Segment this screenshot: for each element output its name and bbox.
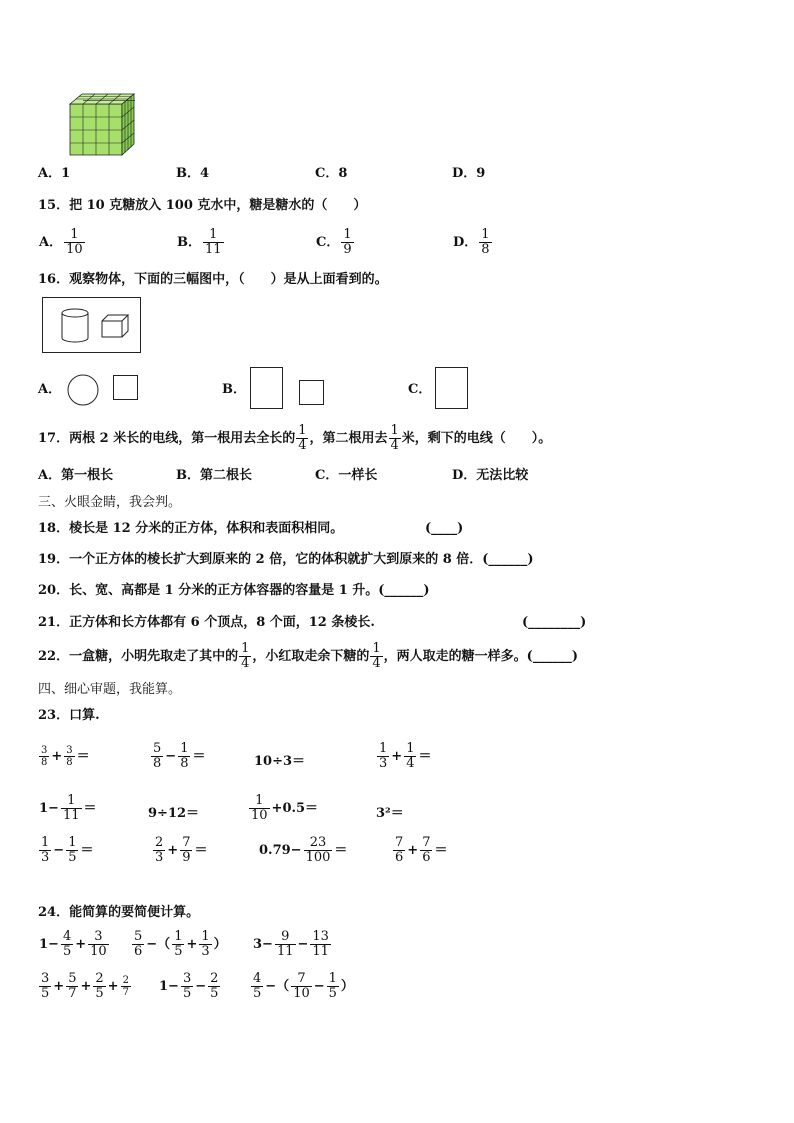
q24-expression: $\frac{3}{5}$ + $\frac{5}{7}$ + $\frac{2}{5}$ + $\frac{2}{7}$ [41,971,129,1001]
q21-answer-blank[interactable]: (________) [522,615,587,630]
q18-answer-blank[interactable]: (____) [425,521,464,536]
q24-title: 24．能简算的要简便计算。 [38,905,200,920]
q23-item: $\frac{3}{8}$ + $\frac{3}{8}$ ＝ [41,745,90,768]
q14-option-a[interactable]: A．1 [38,166,71,181]
q24-expression: 1− $\frac{4}{5}$ + $\frac{3}{10}$ [39,929,107,959]
q24-expression: 3− $\frac{9}{11}$ − $\frac{13}{11}$ [253,929,329,959]
q23-item: 0.79− $\frac{23}{100}$ ＝ [259,835,348,865]
q15-option-a[interactable]: A． $\frac{1}{10}$ [39,227,83,257]
q16-stem: 16．观察物体，下面的三幅图中，（ ）是从上面看到的。 [38,272,388,287]
tall-rectangle-icon [250,367,284,409]
circle-icon [67,374,99,406]
q19-stem: 19．一个正方体的棱长扩大到原来的 2 倍，它的体积就扩大到原来的 8 倍．(______) [38,552,534,567]
q14-option-d[interactable]: D．9 [452,166,486,181]
q24-expression: $\frac{4}{5}$ −（ $\frac{7}{10}$ − $\frac{1}{5}$ ） [253,971,354,1001]
q23-item: $\frac{1}{10}$ +0.5＝ [251,793,319,823]
q22-stem: 22．一盒糖，小明先取走了其中的 $\frac{1}{4}$ ，小红取走余下糖的 $\frac{1}{4}$ ，两人取走的糖一样多。(______) [38,641,578,671]
q17-option-d[interactable]: D．无法比较 [452,468,529,483]
q17-option-c[interactable]: C．一样长 [315,468,378,483]
q18-stem: 18．棱长是 12 分米的正方体，体积和表面积相同。 [38,521,344,536]
q15-option-b[interactable]: B． $\frac{1}{11}$ [177,227,222,257]
q16-option-b[interactable]: B． [222,382,246,397]
q15-option-d[interactable]: D． $\frac{1}{8}$ [453,227,490,257]
q23-item: $\frac{5}{8}$ − $\frac{1}{8}$ ＝ [153,741,206,771]
q17-option-b[interactable]: B．第二根长 [176,468,252,483]
square-icon [299,380,325,406]
q15-stem: 15．把 10 克糖放入 100 克水中，糖是糖水的（ ） [38,198,367,213]
q17-stem: 17．两根 2 米长的电线，第一根用去全长的 $\frac{1}{4}$ ，第二根用去 $\frac{1}{4}$ 米，剩下的电线（ ）。 [38,423,552,453]
q20-stem: 20．长、宽、高都是 1 分米的正方体容器的容量是 1 升。(______) [38,583,430,598]
q23-item: 3²＝ [376,806,404,821]
section-3-heading: 三、火眼金睛，我会判。 [38,495,182,510]
q23-item: 10÷3＝ [254,754,306,769]
square-icon [113,375,139,401]
q14-option-b[interactable]: B．4 [176,166,210,181]
q24-expression: $\frac{5}{6}$ −（ $\frac{1}{5}$ + $\frac{1}{3}$ ） [134,929,227,959]
q23-item: 1− $\frac{1}{11}$ ＝ [39,793,97,823]
q23-item: $\frac{1}{3}$ − $\frac{1}{5}$ ＝ [41,835,94,865]
q23-item: $\frac{1}{3}$ + $\frac{1}{4}$ ＝ [379,741,432,771]
q23-item: 9÷12＝ [148,806,200,821]
q16-option-c[interactable]: C． [408,382,432,397]
q24-expression: 1− $\frac{3}{5}$ − $\frac{2}{5}$ [159,971,219,1001]
green-cube-figure [68,92,138,156]
q23-item: $\frac{2}{3}$ + $\frac{7}{9}$ ＝ [155,835,208,865]
section-4-heading: 四、细心审题，我能算。 [38,682,182,697]
q14-option-c[interactable]: C．8 [315,166,348,181]
q21-stem: 21．正方体和长方体都有 6 个顶点，8 个面，12 条棱长. [38,615,375,630]
cube-icon [102,315,128,337]
tall-rectangle-icon [435,367,469,409]
q23-title: 23．口算. [38,708,100,723]
q16-objects-figure [42,297,142,353]
q15-option-c[interactable]: C． $\frac{1}{9}$ [316,227,352,257]
q17-option-a[interactable]: A．第一根长 [38,468,114,483]
q23-item: $\frac{7}{6}$ + $\frac{7}{6}$ ＝ [395,835,448,865]
q16-option-a[interactable]: A． [38,382,62,397]
cylinder-icon [62,309,88,342]
